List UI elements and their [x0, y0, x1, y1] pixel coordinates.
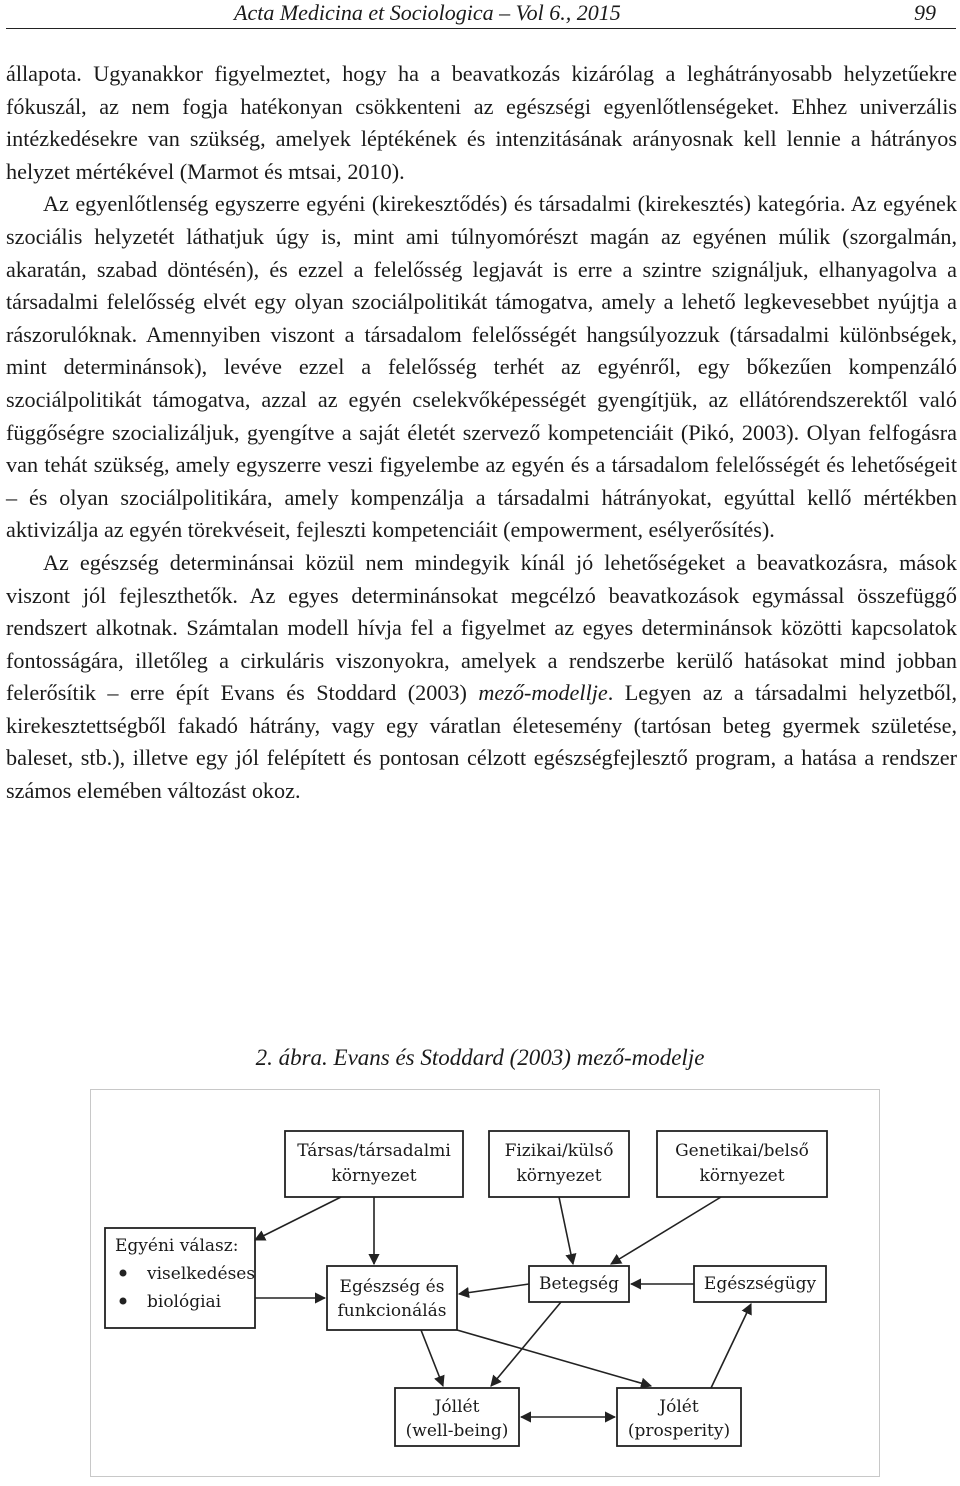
box-healthcare-label: Egészségügy [703, 1274, 817, 1294]
box-well-being-line1: Jóllét [434, 1397, 480, 1417]
box-genetic-environment-line1: Genetikai/belső [675, 1141, 809, 1161]
box-physical-environment-line1: Fizikai/külső [504, 1141, 614, 1161]
paragraph-text: Az egyenlőtlenség egyszerre egyéni (kirekesztődés) és társadalmi (kirekesztés) kategória. Az egyének szociális helyzetét láthatjuk úgy is, mint ami túlnyomórészt magán az egyénen múlik (szorgalmán, akaratán, szabad döntésén), és ezzel a felelősség legjavát is erre a szintre szignáljuk, elhanyagolva a társadalmi felelősség elvét egy olyan szociálpolitikát támogatva, amely a lehető legkevesebbet nyújtja a rászorulóknak. Amennyiben viszont a társadalom felelősségét hangsúlyozzuk (társadalmi különbségek, mint determinánsok), levéve ezzel a felelősség terhét az egyénről, egy bőkezűen kompenzáló szociálpolitikát támogatva, azzal az egyén cselekvőképességét gyengítjük, az ellátórendszerektől való függőségre szocializáljuk, gyengítve a saját életét szervező kompetenciáit (Pikó, 2003). Olyan felfogásra van tehát szükség, amely egyszerre veszi figyelembe az egyén és a társadalom felelősségét és lehetőségeit – és olyan szociálpolitikára, amely kompenzálja a társadalmi hátrányokat, egyúttal kellő mértékben aktivizálja az egyén törekvéseit, fejleszti kompetenciáit (empowerment, esélyerősítés). [6, 191, 957, 543]
box-health-functioning-line2: funkcionálás [337, 1301, 447, 1321]
box-health-functioning-line1: Egészség és [339, 1277, 445, 1297]
paragraph [6, 547, 957, 808]
paragraph-text: Az egészség determinánsai közül nem mindegyik kínál jó lehetőségeket a beavatkozásra, mások viszont jól fejleszthetők. Az egyes determinánsokat megcélzó beavatkozások egymással összefüggő rendszert alkotnak. Számtalan modell hívja fel a figyelmet az egyes determinánsok közötti kapcsolatok fontosságára, illetőleg a cirkuláris viszonyokra, amelyek a rendszerbe kerülő hatásokat mind jobban felerősítik – erre épít Evans és Stoddard (2003) [6, 549, 957, 706]
box-prosperity-line2: (prosperity) [627, 1421, 731, 1441]
arrow-health-to-prosperity [457, 1330, 651, 1386]
box-social-environment-line2: környezet [331, 1166, 417, 1186]
paragraph-text: állapota. Ugyanakkor figyelmeztet, hogy ha a beavatkozás kizárólag a leghátrányosabb helyzetűekre fókuszál, az nem fogja hatékonyan csökkenteni az egészségi egyenlőtlenségeket. Ehhez univerzális intézkedésekre van szükség, amelyek léptékének és intenzitásának arányosnak kell lennie a hátrányos helyzet mértékével (Marmot és mtsai, 2010). [6, 61, 957, 184]
individual-response-item-1: viselkedéses [147, 1264, 256, 1284]
box-social-environment-line1: Társas/társadalmi [297, 1141, 451, 1161]
body-text [6, 58, 957, 808]
running-header [0, 0, 960, 30]
field-model-diagram [91, 1090, 881, 1478]
page-number: 99 [914, 0, 936, 25]
box-physical-environment-line2: környezet [516, 1166, 602, 1186]
paragraph [6, 188, 957, 547]
figure-caption: 2. ábra. Evans és Stoddard (2003) mező-modelje [255, 1045, 705, 1070]
individual-response-item-2: biológiai [147, 1292, 222, 1312]
arrow-physical-to-disease [559, 1197, 573, 1264]
bullet-icon [120, 1298, 127, 1305]
arrow-disease-to-health [459, 1284, 529, 1294]
box-genetic-environment-line2: környezet [699, 1166, 785, 1186]
bullet-icon [120, 1270, 127, 1277]
arrow-genetic-to-disease [611, 1197, 721, 1264]
italic-term: mező-modellje [478, 680, 608, 706]
individual-response-title: Egyéni válasz: [115, 1236, 239, 1256]
header-rule [6, 28, 956, 29]
box-prosperity-line1: Jólét [659, 1397, 699, 1417]
field-model-figure [90, 1089, 880, 1477]
arrow-social-to-response [255, 1197, 341, 1240]
arrow-prosperity-to-healthcare [711, 1304, 751, 1388]
box-well-being-line2: (well-being) [405, 1421, 509, 1441]
arrow-disease-to-wellbeing [491, 1302, 561, 1386]
journal-title: Acta Medicina et Sociologica – Vol 6., 2015 [234, 0, 621, 25]
paragraph [6, 58, 957, 188]
arrow-health-to-wellbeing [421, 1330, 443, 1386]
paragraph-text: . Legyen az a társadalmi helyzetből, kirekesztettségből fakadó hátrány, vagy egy váratlan életesemény (tartósan beteg gyermek születése, baleset, stb.), illetve egy jól felépített és pontosan célzott egészségfejlesztő program, a hatása a rendszer számos elemében változást okoz. [6, 680, 957, 804]
box-disease-label: Betegség [539, 1274, 619, 1294]
